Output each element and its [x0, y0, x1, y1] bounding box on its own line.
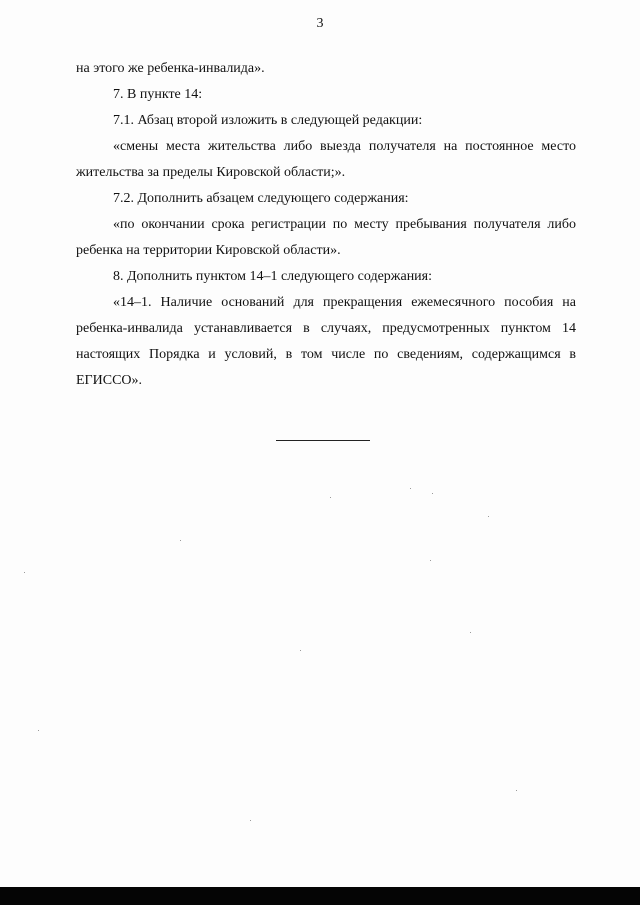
paragraph-item-7-1: 7.1. Абзац второй изложить в следующей редакции:	[113, 113, 423, 128]
scan-speck	[410, 488, 411, 489]
paragraph-item-7: 7. В пункте 14:	[113, 87, 203, 102]
scan-speck	[432, 493, 433, 494]
scan-speck	[516, 790, 517, 791]
scan-bottom-edge	[0, 887, 640, 905]
page-number: 3	[316, 16, 324, 31]
scan-speck	[488, 516, 489, 517]
scan-speck	[24, 572, 25, 573]
end-divider-line	[276, 440, 370, 441]
scan-speck	[330, 497, 331, 498]
paragraph-quote-7-1: «смены места жительства либо выезда получателя на постоянное место жительства за пределы Кировской области;».	[76, 139, 576, 180]
paragraph-item-7-2: 7.2. Дополнить абзацем следующего содержания:	[113, 191, 409, 206]
paragraph-continuation: на этого же ребенка-инвалида».	[76, 61, 265, 76]
paragraph-quote-14-1: «14–1. Наличие оснований для прекращения ежемесячного пособия на ребенка-инвалида устанавливается в случаях, предусмотренных пунктом 14 настоящих Порядка и условий, в том числе по сведениям, содержащимся в ЕГИССО».	[76, 295, 576, 388]
scan-speck	[180, 540, 181, 541]
scan-speck	[38, 730, 39, 731]
document-body	[76, 56, 576, 394]
paragraph-quote-7-2: «по окончании срока регистрации по месту пребывания получателя либо ребенка на территории Кировской области».	[76, 217, 576, 258]
scan-speck	[470, 632, 471, 633]
paragraph-item-8: 8. Дополнить пунктом 14–1 следующего содержания:	[113, 269, 433, 284]
scan-speck	[300, 650, 301, 651]
scan-speck	[430, 560, 431, 561]
scan-speck	[250, 820, 251, 821]
